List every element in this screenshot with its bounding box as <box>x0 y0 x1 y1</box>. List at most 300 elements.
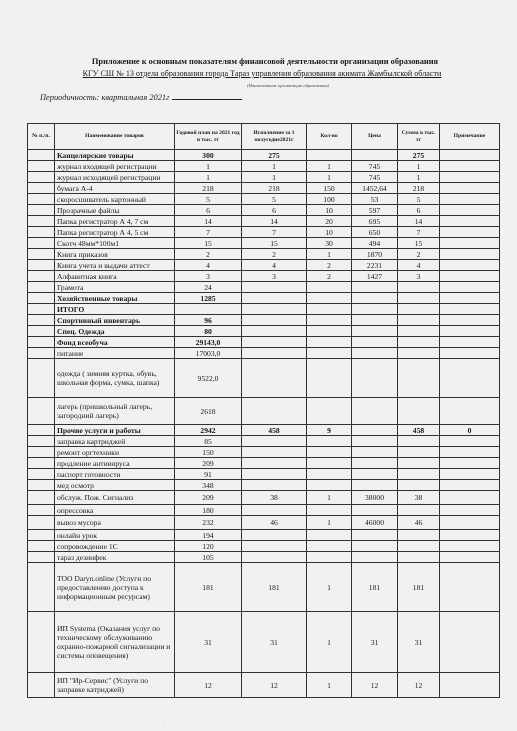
cell-sum <box>398 541 440 552</box>
cell-name: ИП Systema (Оказания услуг по техническому обслуживанию охранно-пожарной сигнализации и системы оповещения) <box>55 612 175 673</box>
cell-exec: 275 <box>242 150 307 161</box>
table-row <box>28 172 500 183</box>
cell-plan <box>175 304 242 315</box>
cell-sum: 31 <box>398 612 440 673</box>
cell-sum: 6 <box>398 205 440 216</box>
cell-qty <box>307 458 352 469</box>
cell-plan: 4 <box>175 260 242 271</box>
table-row <box>28 205 500 216</box>
cell-plan: 3 <box>175 271 242 282</box>
cell-num <box>28 563 55 612</box>
table-row <box>28 552 500 563</box>
table-row <box>28 150 500 161</box>
cell-qty: 2 <box>307 260 352 271</box>
cell-price <box>352 469 398 480</box>
cell-num <box>28 398 55 425</box>
cell-plan: 2942 <box>175 425 242 436</box>
table-row <box>28 469 500 480</box>
cell-plan: 15 <box>175 238 242 249</box>
cell-price: 31 <box>352 612 398 673</box>
cell-plan: 1 <box>175 161 242 172</box>
table-row <box>28 530 500 541</box>
cell-num <box>28 293 55 304</box>
cell-name: тараз дезинфек <box>55 552 175 563</box>
table-row <box>28 282 500 293</box>
table-row <box>28 183 500 194</box>
table-row <box>28 271 500 282</box>
cell-qty: 1 <box>307 516 352 530</box>
cell-plan: 5 <box>175 194 242 205</box>
cell-num <box>28 227 55 238</box>
cell-exec: 7 <box>242 227 307 238</box>
table-row <box>28 194 500 205</box>
cell-exec <box>242 541 307 552</box>
table-row <box>28 304 500 315</box>
cell-price <box>352 480 398 491</box>
cell-exec <box>242 480 307 491</box>
cell-sum: 15 <box>398 238 440 249</box>
cell-note <box>440 447 500 458</box>
cell-exec <box>242 505 307 516</box>
table-header-row <box>28 124 500 150</box>
cell-num <box>28 216 55 227</box>
cell-num <box>28 249 55 260</box>
cell-exec <box>242 469 307 480</box>
cell-plan: 2618 <box>175 398 242 425</box>
cell-price <box>352 552 398 563</box>
cell-price <box>352 150 398 161</box>
cell-sum <box>398 436 440 447</box>
cell-note <box>440 227 500 238</box>
cell-plan: 232 <box>175 516 242 530</box>
cell-qty: 30 <box>307 238 352 249</box>
cell-exec <box>242 293 307 304</box>
cell-plan: 7 <box>175 227 242 238</box>
cell-qty <box>307 150 352 161</box>
table-row <box>28 491 500 505</box>
cell-price <box>352 282 398 293</box>
cell-num <box>28 541 55 552</box>
cell-exec <box>242 337 307 348</box>
cell-name: журнал входящей регистрации <box>55 161 175 172</box>
cell-qty: 1 <box>307 673 352 698</box>
cell-note <box>440 552 500 563</box>
cell-sum <box>398 326 440 337</box>
cell-num <box>28 516 55 530</box>
cell-exec <box>242 282 307 293</box>
cell-qty <box>307 304 352 315</box>
cell-sum: 3 <box>398 271 440 282</box>
cell-qty <box>307 326 352 337</box>
cell-sum: 218 <box>398 183 440 194</box>
cell-qty <box>307 436 352 447</box>
cell-num <box>28 359 55 398</box>
cell-price <box>352 348 398 359</box>
table-row <box>28 249 500 260</box>
cell-name: Книга учета и выдачи аттест <box>55 260 175 271</box>
cell-sum <box>398 348 440 359</box>
cell-note <box>440 161 500 172</box>
header-sum: Сумма в тыс. тг <box>398 124 440 150</box>
cell-note <box>440 530 500 541</box>
cell-qty <box>307 293 352 304</box>
cell-name: Папка регистратор А 4, 5 см <box>55 227 175 238</box>
cell-plan: 6 <box>175 205 242 216</box>
cell-name: Фонд всеобуча <box>55 337 175 348</box>
cell-num <box>28 205 55 216</box>
cell-exec: 4 <box>242 260 307 271</box>
cell-note <box>440 436 500 447</box>
cell-name: Спец. Одежда <box>55 326 175 337</box>
cell-exec: 5 <box>242 194 307 205</box>
cell-num <box>28 150 55 161</box>
cell-name: питание <box>55 348 175 359</box>
cell-price <box>352 447 398 458</box>
cell-sum: 38 <box>398 491 440 505</box>
table-row <box>28 315 500 326</box>
cell-plan: 29143,0 <box>175 337 242 348</box>
cell-name: паспорт готовности <box>55 469 175 480</box>
cell-plan: 181 <box>175 563 242 612</box>
cell-name: Спортивный инвентарь <box>55 315 175 326</box>
cell-qty: 2 <box>307 271 352 282</box>
cell-exec <box>242 458 307 469</box>
cell-qty <box>307 337 352 348</box>
cell-name: скоросшиватель картонный <box>55 194 175 205</box>
document-title: Приложение к основным показателям финансовой деятельности организации образования <box>91 57 439 66</box>
cell-price: 597 <box>352 205 398 216</box>
cell-plan: 180 <box>175 505 242 516</box>
header-plan: Годовой план на 2021 год в тыс. тг <box>175 124 242 150</box>
cell-qty: 150 <box>307 183 352 194</box>
cell-qty <box>307 469 352 480</box>
cell-qty <box>307 282 352 293</box>
organization-name: КГУ СШ № 13 отдела образования города Тараз управления образования акимата Жамбылской области <box>82 69 442 78</box>
cell-price: 494 <box>352 238 398 249</box>
table-row <box>28 505 500 516</box>
cell-exec <box>242 530 307 541</box>
cell-sum <box>398 315 440 326</box>
cell-qty <box>307 480 352 491</box>
cell-note <box>440 271 500 282</box>
cell-qty: 1 <box>307 172 352 183</box>
cell-plan: 31 <box>175 612 242 673</box>
cell-price <box>352 315 398 326</box>
cell-exec: 38 <box>242 491 307 505</box>
cell-price <box>352 304 398 315</box>
cell-price <box>352 293 398 304</box>
cell-plan: 2 <box>175 249 242 260</box>
cell-num <box>28 260 55 271</box>
cell-name: журнал исходящей регистрации <box>55 172 175 183</box>
cell-note <box>440 458 500 469</box>
cell-note <box>440 505 500 516</box>
cell-plan: 150 <box>175 447 242 458</box>
cell-num <box>28 348 55 359</box>
cell-sum: 2 <box>398 249 440 260</box>
cell-num <box>28 552 55 563</box>
cell-sum: 14 <box>398 216 440 227</box>
cell-name: мед осмотр <box>55 480 175 491</box>
cell-note <box>440 249 500 260</box>
table-row <box>28 436 500 447</box>
cell-exec: 458 <box>242 425 307 436</box>
cell-qty <box>307 530 352 541</box>
table-row <box>28 238 500 249</box>
cell-qty <box>307 359 352 398</box>
cell-qty <box>307 505 352 516</box>
cell-plan: 209 <box>175 458 242 469</box>
cell-plan: 24 <box>175 282 242 293</box>
cell-num <box>28 436 55 447</box>
cell-num <box>28 491 55 505</box>
cell-plan: 96 <box>175 315 242 326</box>
cell-name: сопровождение 1С <box>55 541 175 552</box>
cell-sum <box>398 359 440 398</box>
cell-exec: 46 <box>242 516 307 530</box>
cell-exec: 6 <box>242 205 307 216</box>
cell-exec: 1 <box>242 161 307 172</box>
cell-qty: 10 <box>307 227 352 238</box>
cell-sum: 5 <box>398 194 440 205</box>
cell-plan: 80 <box>175 326 242 337</box>
cell-price <box>352 530 398 541</box>
period-label <box>40 93 242 102</box>
cell-exec <box>242 326 307 337</box>
cell-num <box>28 337 55 348</box>
cell-sum <box>398 469 440 480</box>
cell-qty: 1 <box>307 612 352 673</box>
cell-name: вывоз мусора <box>55 516 175 530</box>
cell-note <box>440 293 500 304</box>
cell-price: 2231 <box>352 260 398 271</box>
cell-note <box>440 359 500 398</box>
header-exec: Исполнение за 1 полугодие2021г <box>242 124 307 150</box>
cell-plan: 1285 <box>175 293 242 304</box>
cell-name: продление антивируса <box>55 458 175 469</box>
cell-num <box>28 612 55 673</box>
table-row <box>28 359 500 398</box>
cell-name: Алфавитная книга <box>55 271 175 282</box>
cell-qty <box>307 552 352 563</box>
cell-num <box>28 183 55 194</box>
cell-qty: 1 <box>307 563 352 612</box>
cell-exec: 3 <box>242 271 307 282</box>
cell-exec <box>242 304 307 315</box>
cell-plan: 300 <box>175 150 242 161</box>
cell-qty: 1 <box>307 249 352 260</box>
cell-sum: 1 <box>398 172 440 183</box>
cell-plan: 17003,0 <box>175 348 242 359</box>
header-num: № п./п. <box>28 124 55 150</box>
cell-name: Хозяйственные товары <box>55 293 175 304</box>
cell-price: 181 <box>352 563 398 612</box>
cell-price: 745 <box>352 161 398 172</box>
cell-num <box>28 530 55 541</box>
cell-name: Книга приказов <box>55 249 175 260</box>
cell-note <box>440 673 500 698</box>
table-row <box>28 260 500 271</box>
cell-sum: 275 <box>398 150 440 161</box>
cell-exec <box>242 348 307 359</box>
cell-plan: 120 <box>175 541 242 552</box>
cell-name: Папка регистратор А 4, 7 см <box>55 216 175 227</box>
cell-price <box>352 398 398 425</box>
financial-table <box>27 123 500 698</box>
cell-name: Скотч 48мм*100м1 <box>55 238 175 249</box>
cell-exec: 181 <box>242 563 307 612</box>
table-row <box>28 161 500 172</box>
cell-note <box>440 172 500 183</box>
header-note: Примечание <box>440 124 500 150</box>
cell-note <box>440 348 500 359</box>
cell-exec: 31 <box>242 612 307 673</box>
table-row <box>28 398 500 425</box>
cell-name: Канцелярские товары <box>55 150 175 161</box>
organization-caption: (Наименование организации образования) <box>246 83 330 88</box>
table-row <box>28 541 500 552</box>
cell-note <box>440 563 500 612</box>
cell-name: обслуж. Пож. Сигнализ <box>55 491 175 505</box>
cell-sum <box>398 293 440 304</box>
cell-note <box>440 282 500 293</box>
cell-note <box>440 480 500 491</box>
cell-price: 1427 <box>352 271 398 282</box>
cell-num <box>28 458 55 469</box>
cell-price: 46000 <box>352 516 398 530</box>
cell-qty <box>307 541 352 552</box>
table-row <box>28 480 500 491</box>
cell-note <box>440 469 500 480</box>
cell-sum <box>398 552 440 563</box>
table-row <box>28 326 500 337</box>
cell-qty: 10 <box>307 205 352 216</box>
header-qty: Кол-во <box>307 124 352 150</box>
cell-price: 650 <box>352 227 398 238</box>
cell-name: Прочие услуги и работы <box>55 425 175 436</box>
cell-name: заправка картриджей <box>55 436 175 447</box>
cell-price: 745 <box>352 172 398 183</box>
cell-price: 1452,64 <box>352 183 398 194</box>
cell-sum: 7 <box>398 227 440 238</box>
cell-price: 53 <box>352 194 398 205</box>
table-row <box>28 447 500 458</box>
cell-qty: 1 <box>307 161 352 172</box>
cell-price: 695 <box>352 216 398 227</box>
cell-qty <box>307 315 352 326</box>
cell-note <box>440 238 500 249</box>
cell-num <box>28 469 55 480</box>
cell-exec <box>242 552 307 563</box>
cell-num <box>28 238 55 249</box>
cell-note <box>440 260 500 271</box>
cell-plan: 348 <box>175 480 242 491</box>
cell-name: лагерь (пришкольный лагерь, загородний лагерь) <box>55 398 175 425</box>
table-row <box>28 458 500 469</box>
cell-sum <box>398 530 440 541</box>
cell-price <box>352 337 398 348</box>
cell-note <box>440 205 500 216</box>
cell-exec: 1 <box>242 172 307 183</box>
cell-price <box>352 359 398 398</box>
cell-plan: 85 <box>175 436 242 447</box>
cell-note <box>440 541 500 552</box>
cell-note <box>440 216 500 227</box>
cell-plan: 14 <box>175 216 242 227</box>
cell-exec <box>242 315 307 326</box>
cell-qty <box>307 398 352 425</box>
cell-sum: 1 <box>398 161 440 172</box>
table-body <box>28 150 500 698</box>
table-row <box>28 293 500 304</box>
cell-num <box>28 505 55 516</box>
cell-sum <box>398 458 440 469</box>
cell-plan: 105 <box>175 552 242 563</box>
cell-note <box>440 516 500 530</box>
cell-note <box>440 315 500 326</box>
cell-note: 0 <box>440 425 500 436</box>
cell-price: 1870 <box>352 249 398 260</box>
cell-name: Прозрачные файлы <box>55 205 175 216</box>
cell-qty: 20 <box>307 216 352 227</box>
cell-note <box>440 150 500 161</box>
cell-exec: 12 <box>242 673 307 698</box>
cell-note <box>440 326 500 337</box>
cell-exec: 2 <box>242 249 307 260</box>
cell-qty <box>307 447 352 458</box>
table-row <box>28 337 500 348</box>
cell-sum <box>398 282 440 293</box>
header-name: Наименование товаров <box>55 124 175 150</box>
cell-sum: 12 <box>398 673 440 698</box>
table-row <box>28 563 500 612</box>
cell-price <box>352 458 398 469</box>
cell-price: 12 <box>352 673 398 698</box>
table-row <box>28 673 500 698</box>
cell-name: опрессовка <box>55 505 175 516</box>
table-row <box>28 216 500 227</box>
cell-sum <box>398 337 440 348</box>
cell-num <box>28 315 55 326</box>
cell-price <box>352 505 398 516</box>
cell-exec <box>242 359 307 398</box>
cell-price: 38000 <box>352 491 398 505</box>
cell-name: ИП "Ир-Сервис" (Услуги по заправке катриджей) <box>55 673 175 698</box>
cell-sum: 181 <box>398 563 440 612</box>
table-row <box>28 516 500 530</box>
cell-note <box>440 183 500 194</box>
cell-name: ТОО Daryn.online (Услуги по предоставлению доступа к информационным ресурсам) <box>55 563 175 612</box>
table-row <box>28 612 500 673</box>
cell-plan: 194 <box>175 530 242 541</box>
cell-qty: 9 <box>307 425 352 436</box>
cell-num <box>28 480 55 491</box>
cell-num <box>28 271 55 282</box>
cell-price <box>352 541 398 552</box>
cell-plan: 218 <box>175 183 242 194</box>
cell-sum: 46 <box>398 516 440 530</box>
cell-name: бумага А-4 <box>55 183 175 194</box>
cell-price <box>352 425 398 436</box>
cell-exec <box>242 398 307 425</box>
table-row <box>28 425 500 436</box>
cell-name: Грамота <box>55 282 175 293</box>
cell-num <box>28 673 55 698</box>
header-price: Цена <box>352 124 398 150</box>
cell-num <box>28 326 55 337</box>
cell-sum: 4 <box>398 260 440 271</box>
document-page: Приложение к основным показателям финансовой деятельности организации образования КГУ СШ № 13 отдела образования города Тараз управления образования акимата Жамбылской области (Наименование организации образования) Периодичность: квартальная 2021г № п./п. Наименование товаров Годовой план на 2021 год в тыс. тг Исполнение за 1 полугодие2021г Кол-во Цена Сумма в тыс. тг Примечание Канцелярские товары 300 275 275 журнал входящей регистрации 1 1 1 745 1 журнал исходящей регистрации 1 1 1 745 1 бумага А-4 218 218 150 1452,64 218 скоросшиватель картонный 5 5 100 53 5 Прозрачные файлы 6 6 10 597 6 Папка регистратор А 4, 7 см 14 14 20 695 14 Папка регистратор А 4, 5 см 7 7 10 650 7 Скотч 48мм*100м1 15 15 30 494 15 Книга приказов 2 2 1 1870 2 Книга учета и выдачи аттест 4 4 2 2231 4 Алфавитная книга 3 3 2 1427 3 Грамота 24 Хозяйственные товары 1285 ИТОГО Спортивный инвентарь 96 Спец. Одежда 80 Фонд всеобуча 29143,0 питание 17003,0 одежда ( зимняя куртка, обувь, школьная форма, сумка, шапка) 9522,0 лагерь (пришкольный лагерь, загородний лагерь) 2618 Прочие услуги и работы 2942 458 9 458 0 заправка картриджей 85 ремонт оргтехники 150 продление антивируса 209 паспорт готовности 91 мед осмотр 348 обслуж. Пож. Сигнализ 209 38 1 38000 38 опрессовка 180 вывоз мусора 232 46 1 46000 46 онлайн урок 194 сопровождение 1С 120 тараз дезинфек 105 ТОО Daryn.online (Услуги по предоставлению доступа к информационным ресурсам) 181 181 1 181 181 ИП Systema (Оказания услуг по техническому обслуживанию охранно-пожарной сигнализации и системы оповещения) 31 31 1 31 31 ИП "Ир-Сервис" (Услуги по заправке катриджей) 12 12 1 12 12 · <box>0 0 517 731</box>
